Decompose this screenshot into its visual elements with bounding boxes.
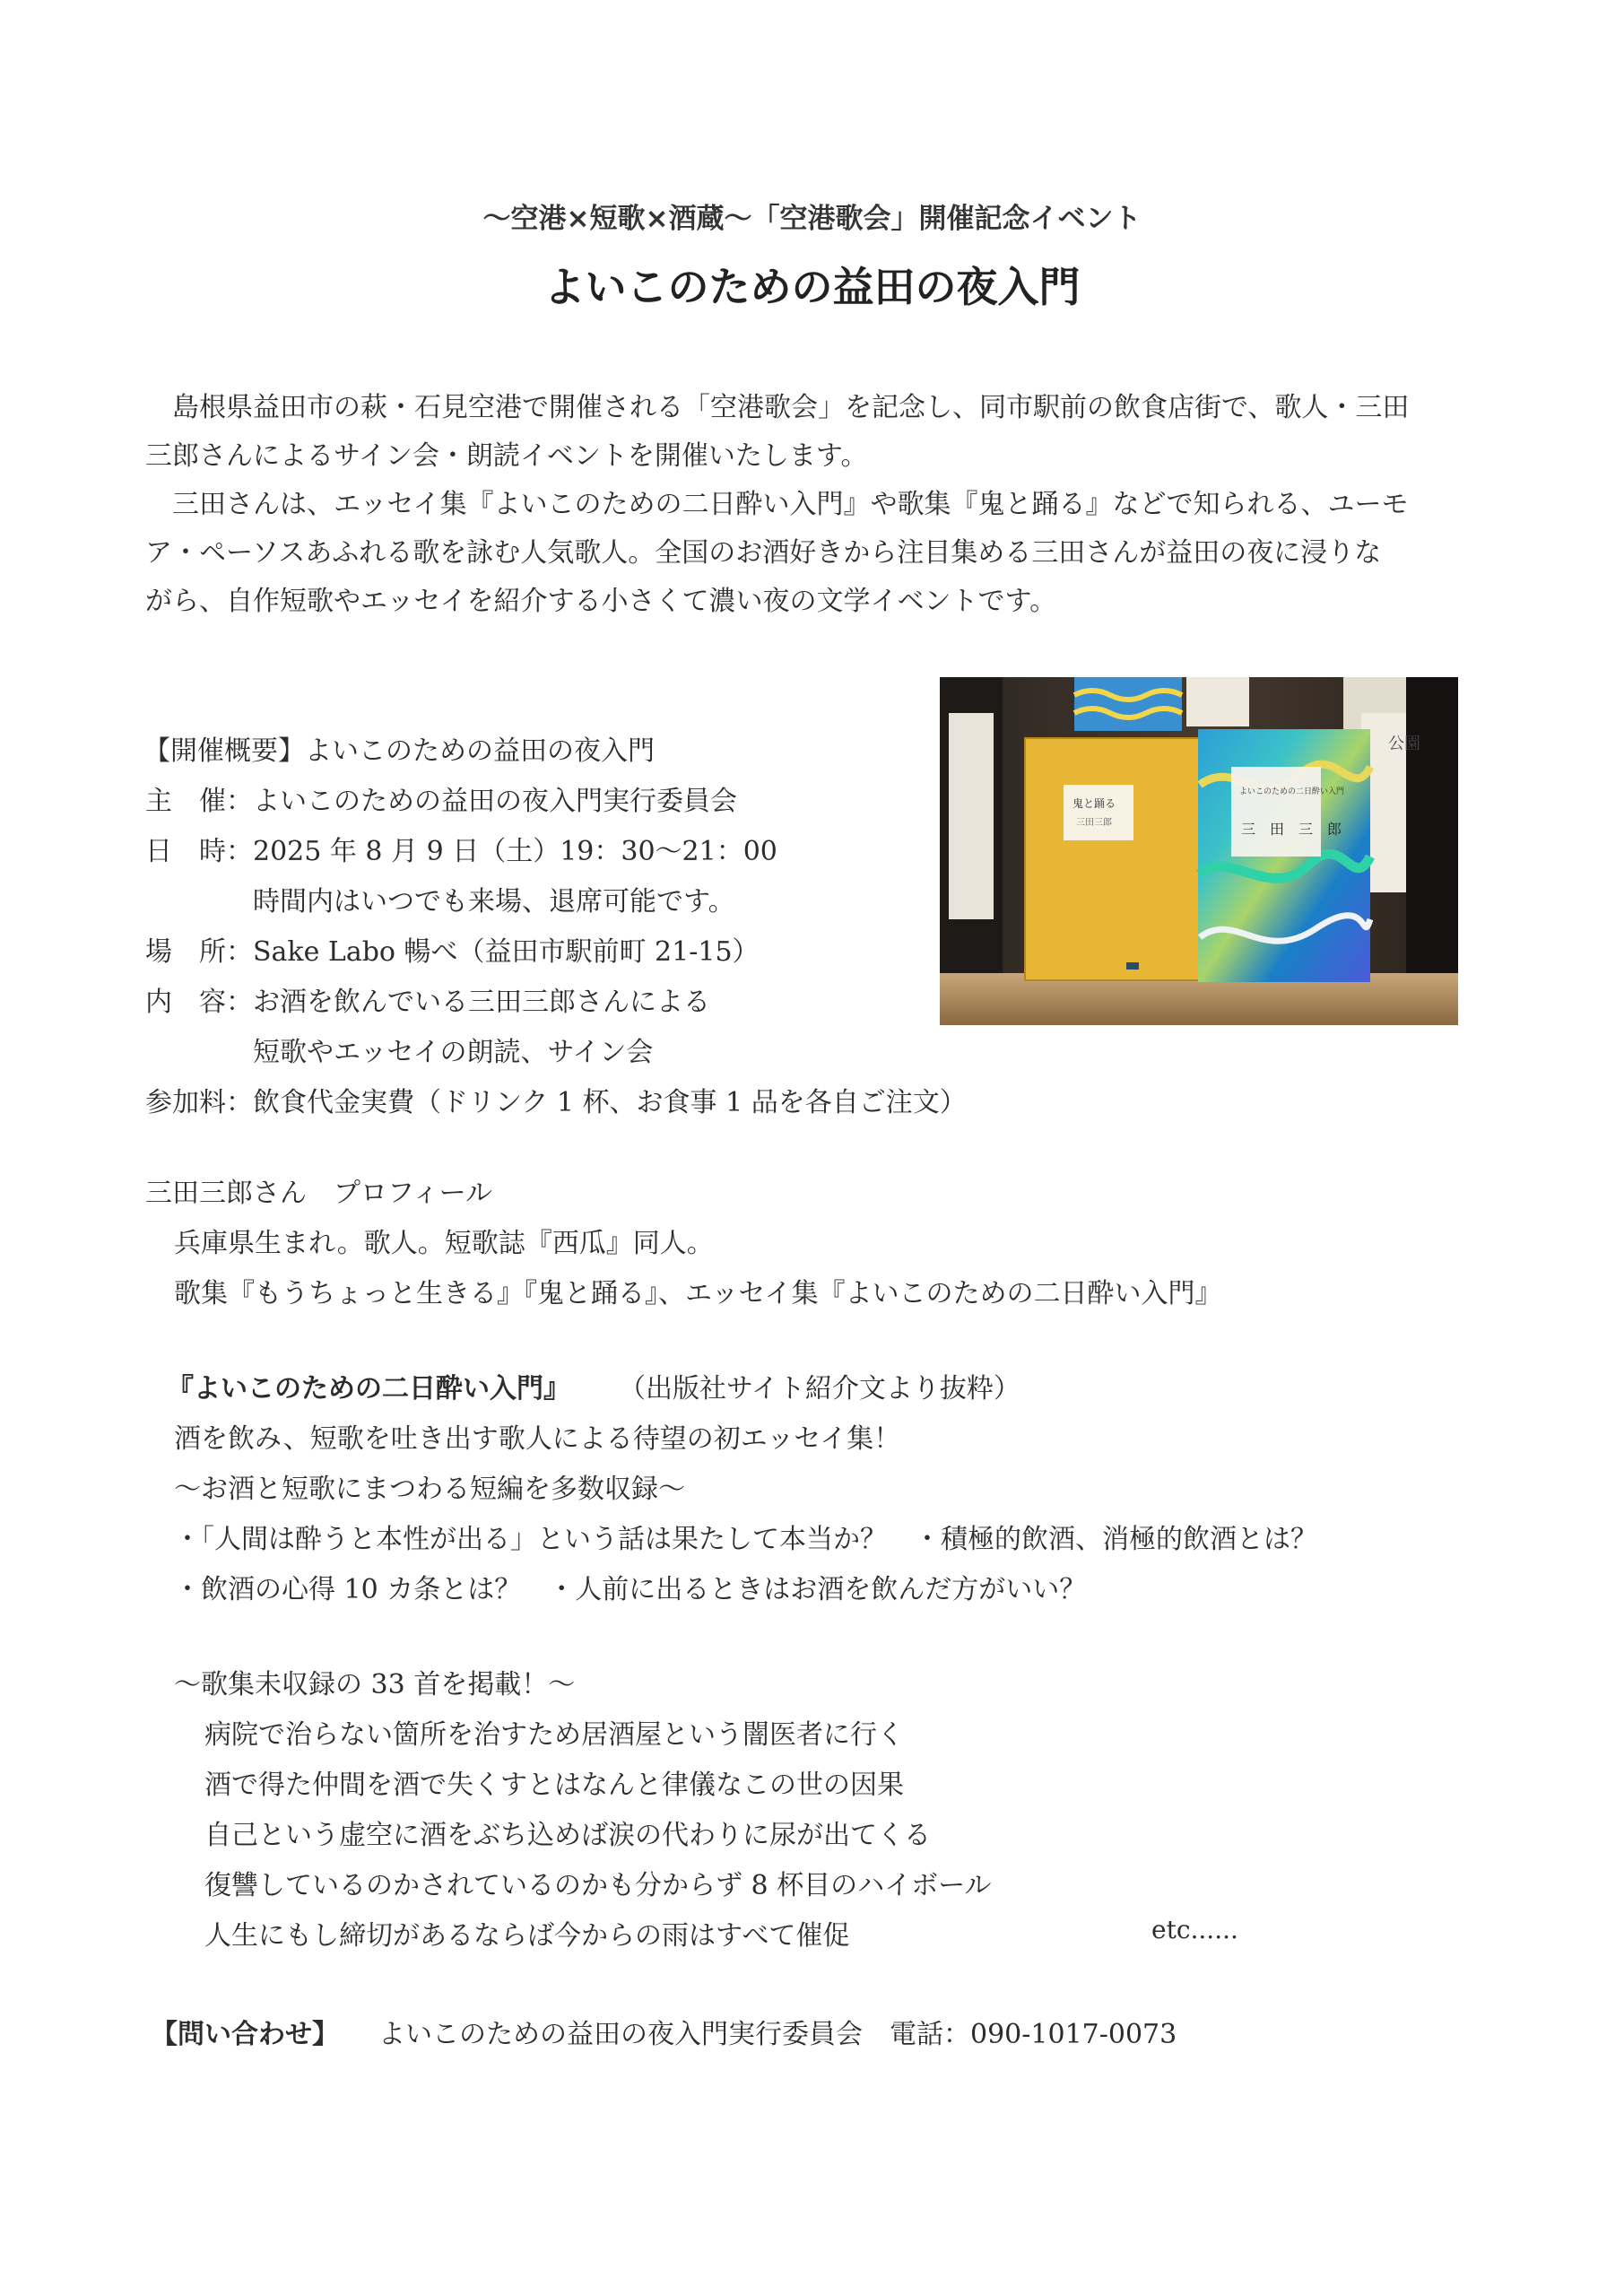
profile-heading: 三田三郎さん プロフィール — [145, 1178, 492, 1209]
book2-author: 三 田 三 郎 — [1241, 821, 1342, 838]
tanka-poem: 自己という虚空に酒をぶち込めば涙の代わりに尿が出てくる — [204, 1820, 931, 1851]
book1-title: 鬼と踊る — [1073, 797, 1116, 810]
tanka-heading: ～歌集未収録の 33 首を掲載！～ — [174, 1669, 576, 1700]
book2-title: よいこのための二日酔い入門 — [1239, 787, 1345, 796]
overview-datetime: 日 時：2025 年 8 月 9 日（土）19：30～21：00 — [145, 836, 777, 867]
book1-author: 三田三郎 — [1076, 818, 1112, 828]
overview-fee: 参加料：飲食代金実費（ドリンク 1 杯、お食事 1 品を各自ご注文） — [145, 1087, 967, 1118]
intro-line-5: がら、自作短歌やエッセイを紹介する小さくて濃い夜の文学イベントです。 — [145, 586, 1057, 617]
tanka-etc: etc...... — [1151, 1915, 1238, 1944]
intro-line-3: 三田さんは、エッセイ集『よいこのための二日酔い入門』や歌集『鬼と踊る』などで知られる、ユーモ — [145, 489, 1409, 520]
contact-text: よいこのための益田の夜入門実行委員会 電話：090-1017-0073 — [378, 2019, 1177, 2050]
profile-line-1: 兵庫県生まれ。歌人。短歌誌『西瓜』同人。 — [174, 1228, 714, 1259]
overview-content-cont: 短歌やエッセイの朗読、サイン会 — [253, 1037, 654, 1068]
overview-heading: 【開催概要】よいこのための益田の夜入門 — [143, 735, 655, 767]
book-line-1: 酒を飲み、短歌を吐き出す歌人による待望の初エッセイ集！ — [174, 1423, 901, 1455]
book-line-2: ～お酒と短歌にまつわる短編を多数収録～ — [174, 1474, 685, 1505]
profile-line-2: 歌集『もうちょっと生きる』『鬼と踊る』、エッセイ集『よいこのための二日酔い入門』 — [174, 1278, 1222, 1309]
tanka-poem: 復讐しているのかされているのかも分からず 8 杯目のハイボール — [204, 1870, 992, 1901]
overview-datetime-note: 時間内はいつでも来場、退席可能です。 — [253, 886, 735, 918]
overview-content: 内 容：お酒を飲んでいる三田三郎さんによる — [145, 987, 710, 1018]
books-photo — [940, 677, 1458, 1025]
book-oni-to-odoru — [1025, 738, 1200, 980]
overview-organizer: 主 催：よいこのための益田の夜入門実行委員会 — [145, 786, 737, 817]
book-line-4: ・飲酒の心得 10 カ条とは？ ・人前に出るときはお酒を飲んだ方がいい？ — [174, 1574, 1087, 1605]
intro-line-2: 三郎さんによるサイン会・朗読イベントを開催いたします。 — [145, 440, 868, 472]
book-title: 『よいこのための二日酔い入門』 — [167, 1373, 570, 1405]
tanka-poem: 病院で治らない箇所を治すため居酒屋という闇医者に行く — [204, 1719, 904, 1751]
tanka-poem: 人生にもし締切があるならば今からの雨はすべて催促 — [204, 1920, 850, 1952]
overview-venue: 場 所：Sake Labo 暢べ（益田市駅前町 21-15） — [145, 936, 760, 968]
sign-text: 公園 — [1388, 735, 1420, 753]
contact-label: 【問い合わせ】 — [151, 2019, 339, 2050]
intro-line-1: 島根県益田市の萩・石見空港で開催される「空港歌会」を記念し、同市駅前の飲食店街で、歌人・三田 — [145, 392, 1410, 423]
book-source: （出版社サイト紹介文より抜粋） — [619, 1373, 1020, 1405]
book-futsukayoi-nyumon — [1198, 729, 1370, 982]
intro-line-4: ア・ペーソスあふれる歌を詠む人気歌人。全国のお酒好きから注目集める三田さんが益田の夜に浸りな — [145, 537, 1382, 569]
event-subtitle: ～空港×短歌×酒蔵～「空港歌会」開催記念イベント — [482, 203, 1142, 235]
book-line-3: ・「人間は酔うと本性が出る」という話は果たして本当か？ ・積極的飲酒、消極的飲酒とは？ — [174, 1524, 1317, 1555]
tanka-poem: 酒で得た仲間を酒で失くすとはなんと律儀なこの世の因果 — [204, 1770, 904, 1801]
event-title: よいこのための益田の夜入門 — [543, 263, 1081, 311]
